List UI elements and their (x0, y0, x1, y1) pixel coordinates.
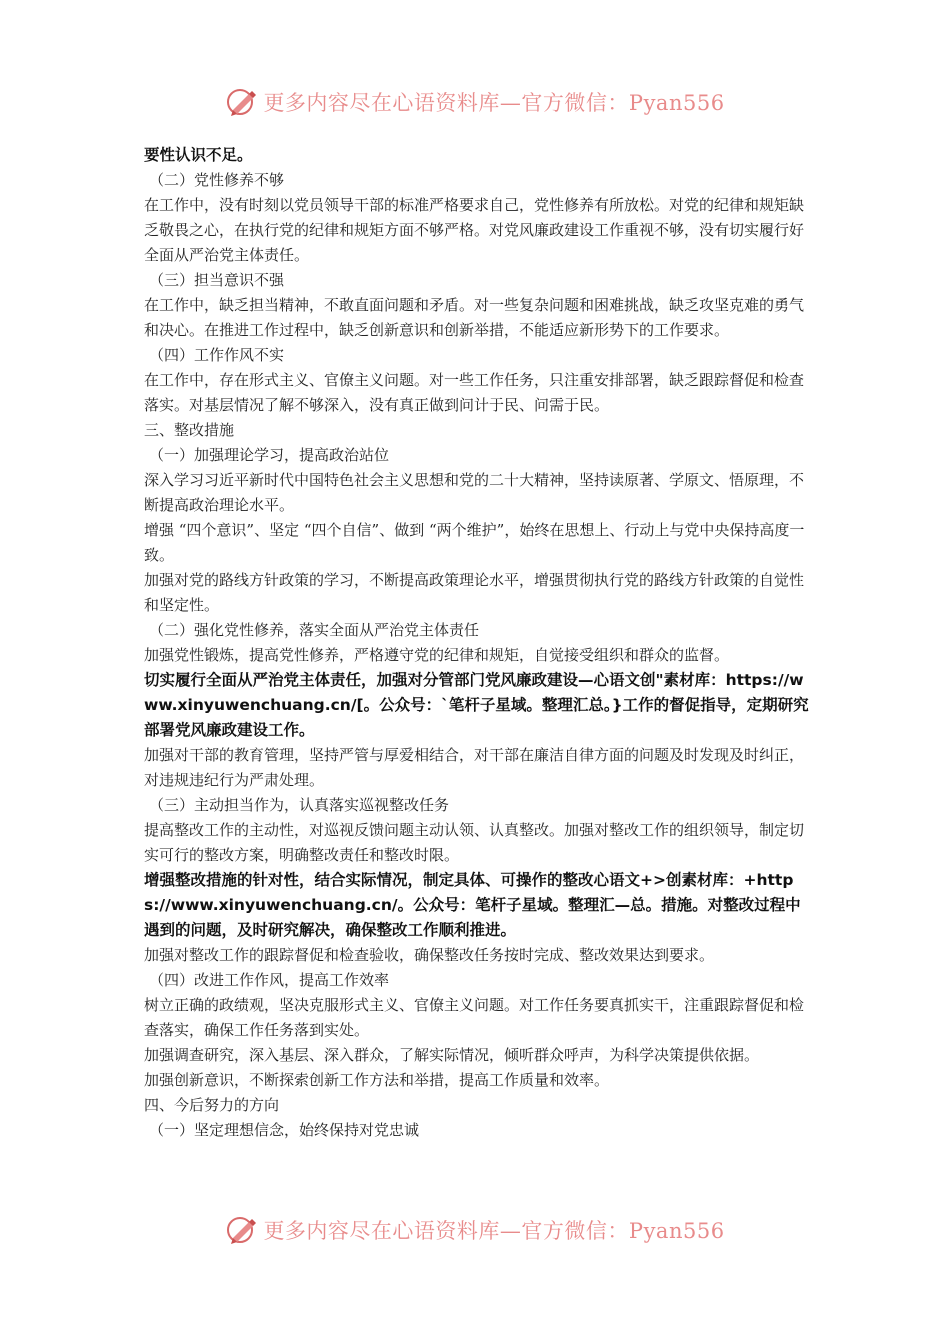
paragraph: 增强 “四个意识”、坚定 “四个自信”、做到 “两个维护”，始终在思想上、行动上与党中央保持高度一致。 (144, 521, 805, 564)
paragraph: 树立正确的政绩观，坚决克服形式主义、官僚主义问题。对工作任务要真抓实干，注重跟踪督促和检查落实，确保工作任务落到实处。 (144, 996, 805, 1039)
section-heading: （一）加强理论学习，提高政治站位 (149, 446, 390, 464)
paragraph: 加强对干部的教育管理，坚持严管与厚爱相结合，对干部在廉洁自律方面的问题及时发现及时纠正，对违规违纪行为严肃处理。 (144, 746, 805, 789)
paragraph: 加强对整改工作的跟踪督促和检查验收，确保整改任务按时完成、整改效果达到要求。 (144, 946, 715, 964)
paragraph: 三、整改措施 (144, 421, 235, 439)
banner-text: 更多内容尽在心语资料库—官方微信：Pyan556 (263, 1219, 725, 1243)
paragraph: 要性认识不足。 (144, 146, 253, 164)
paragraph: 在工作中，没有时刻以党员领导干部的标准严格要求自己，党性修养有所放松。对党的纪律和规矩缺乏敬畏之心，在执行党的纪律和规矩方面不够严格。对党风廉政建设工作重视不够，没有切实履行好全面从严治党主体责任。 (144, 196, 805, 264)
document-body (144, 143, 812, 1143)
paragraph: 提高整改工作的主动性，对巡视反馈问题主动认领、认真整改。加强对整改工作的组织领导，制定切实可行的整改方案，明确整改责任和整改时限。 (144, 821, 805, 864)
paragraph: 切实履行全面从严治党主体责任，加强对分管部门党风廉政建设—心语文创"素材库：https://www.xinyuwenchuang.cn/[。公众号：`笔杆子星域。整理汇总。}工作的督促指导，定期研究部署党风廉政建设工作。 (144, 671, 809, 739)
section-heading: （三）担当意识不强 (149, 271, 285, 289)
banner-text: 更多内容尽在心语资料库—官方微信：Pyan556 (263, 91, 725, 115)
section-heading: （二）党性修养不够 (149, 171, 285, 189)
pen-seal-icon (225, 1213, 259, 1247)
paragraph: 四、今后努力的方向 (144, 1096, 280, 1114)
paragraph: 加强党性锻炼，提高党性修养，严格遵守党的纪律和规矩，自觉接受组织和群众的监督。 (144, 646, 730, 664)
paragraph: 在工作中，缺乏担当精神，不敢直面问题和矛盾。对一些复杂问题和困难挑战，缺乏攻坚克难的勇气和决心。在推进工作过程中，缺乏创新意识和创新举措，不能适应新形势下的工作要求。 (144, 296, 805, 339)
paragraph: 加强对党的路线方针政策的学习，不断提高政策理论水平，增强贯彻执行党的路线方针政策的自觉性和坚定性。 (144, 571, 805, 614)
section-heading: （一）坚定理想信念，始终保持对党忠诚 (149, 1121, 420, 1139)
paragraph: 增强整改措施的针对性，结合实际情况，制定具体、可操作的整改心语文+>创素材库：+https://www.xinyuwenchuang.cn/。公众号：笔杆子星域。整理汇—总。措施。对整改过程中遇到的问题，及时研究解决，确保整改工作顺利推进。 (144, 871, 801, 939)
header-banner (0, 82, 950, 122)
section-heading: （四）工作作风不实 (149, 346, 285, 364)
footer-banner (0, 1210, 950, 1250)
pen-seal-icon (225, 85, 259, 119)
paragraph: 深入学习习近平新时代中国特色社会主义思想和党的二十大精神，坚持读原著、学原文、悟原理，不断提高政治理论水平。 (144, 471, 805, 514)
paragraph: 加强创新意识，不断探索创新工作方法和举措，提高工作质量和效率。 (144, 1071, 610, 1089)
section-heading: （四）改进工作作风，提高工作效率 (149, 971, 390, 989)
section-heading: （三）主动担当作为，认真落实巡视整改任务 (149, 796, 450, 814)
section-heading: （二）强化党性修养，落实全面从严治党主体责任 (149, 621, 480, 639)
paragraph: 在工作中，存在形式主义、官僚主义问题。对一些工作任务，只注重安排部署，缺乏跟踪督促和检查落实。对基层情况了解不够深入，没有真正做到问计于民、问需于民。 (144, 371, 805, 414)
paragraph: 加强调查研究，深入基层、深入群众，了解实际情况，倾听群众呼声，为科学决策提供依据。 (144, 1046, 760, 1064)
